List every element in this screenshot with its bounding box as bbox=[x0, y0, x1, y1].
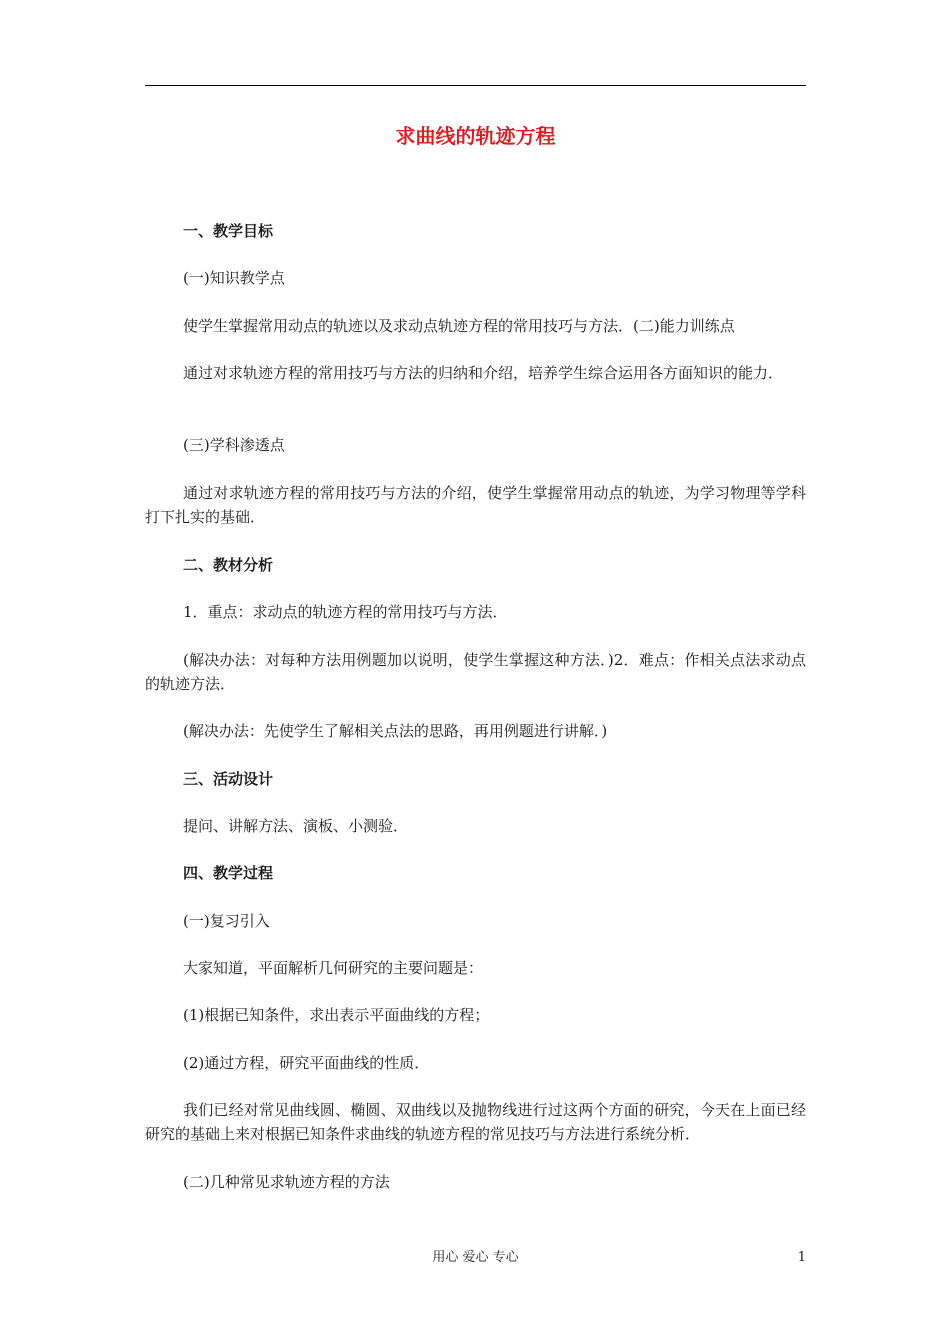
header-rule bbox=[145, 85, 806, 86]
paragraph-ability-goal: 通过对求轨迹方程的常用技巧与方法的归纳和介绍，培养学生综合运用各方面知识的能力． bbox=[183, 364, 784, 382]
list-item-problem-1: (1)根据已知条件，求出表示平面曲线的方程； bbox=[183, 1006, 490, 1024]
section-heading-activity-design: 三、活动设计 bbox=[183, 770, 274, 788]
subheading-review-intro: (一)复习引入 bbox=[183, 912, 270, 930]
paragraph-solution-and-difficulty: (解决办法：对每种方法用例题加以说明，使学生掌握这种方法．)2．难点：作相关点法求动点的轨迹方法． bbox=[145, 651, 806, 693]
paragraph-knowledge-goal: 使学生掌握常用动点的轨迹以及求动点轨迹方程的常用技巧与方法．(二)能力训练点 bbox=[183, 317, 735, 335]
paragraph-discipline-goal: 通过对求轨迹方程的常用技巧与方法的介绍，使学生掌握常用动点的轨迹，为学习物理等学科打下扎实的基础． bbox=[145, 484, 806, 526]
subheading-discipline-points: (三)学科渗透点 bbox=[183, 436, 285, 454]
paragraph-difficulty-solution: (解决办法：先使学生了解相关点法的思路，再用例题进行讲解．) bbox=[183, 722, 608, 740]
footer-slogan: 用心 爱心 专心 bbox=[432, 1250, 519, 1265]
section-heading-textbook-analysis: 二、教材分析 bbox=[183, 556, 274, 574]
subheading-common-methods: (二)几种常见求轨迹方程的方法 bbox=[183, 1173, 390, 1191]
section-heading-teaching-goals: 一、教学目标 bbox=[183, 222, 274, 240]
paragraph-main-problems-intro: 大家知道，平面解析几何研究的主要问题是： bbox=[183, 959, 484, 977]
section-heading-teaching-process: 四、教学过程 bbox=[183, 864, 274, 882]
subheading-knowledge-points: (一)知识教学点 bbox=[183, 269, 285, 287]
page-number: 1 bbox=[797, 1250, 806, 1265]
list-item-problem-2: (2)通过方程，研究平面曲线的性质． bbox=[183, 1054, 430, 1072]
paragraph-activities: 提问、讲解方法、演板、小测验． bbox=[183, 817, 409, 835]
paragraph-key-point: 1．重点：求动点的轨迹方程的常用技巧与方法． bbox=[183, 603, 508, 621]
paragraph-review-summary: 我们已经对常见曲线圆、椭圆、双曲线以及抛物线进行过这两个方面的研究，今天在上面已经研究的基础上来对根据已知条件求曲线的轨迹方程的常见技巧与方法进行系统分析． bbox=[145, 1101, 806, 1143]
document-title: 求曲线的轨迹方程 bbox=[395, 124, 556, 148]
